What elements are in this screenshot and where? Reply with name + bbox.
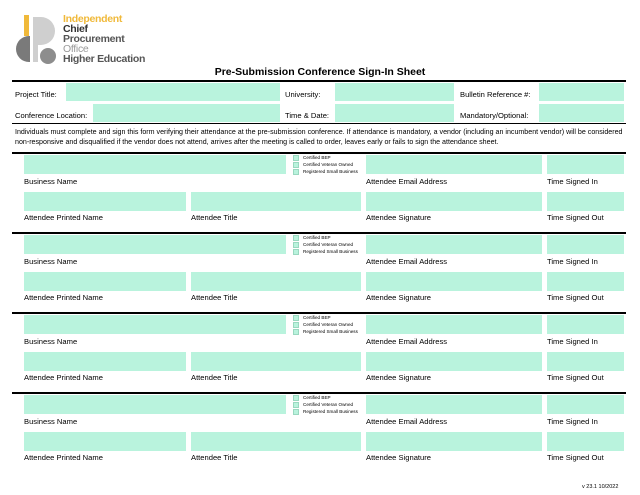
attendee-title-label: Attendee Title — [191, 373, 238, 382]
business-name-field[interactable] — [24, 155, 286, 174]
instructions-text: Individuals must complete and sign this form verifying their attendance at the pre-submission conference. If attendance is mandatory, a vendor (including an incumbent vendor) will be considered non-responsive and disqualified if the vendor does not attend, arrives after the meeting is called to order, leaves early or fails to sign the attendance sheet. — [15, 128, 623, 146]
entry-checkbox-row[interactable] — [293, 235, 331, 241]
entry-checkbox-row[interactable] — [293, 322, 353, 328]
mandatory-label: Mandatory/Optional: — [460, 111, 529, 120]
printed-name-label: Attendee Printed Name — [24, 453, 103, 462]
checkbox[interactable] — [293, 329, 299, 335]
checkbox-label: Certified BEP — [303, 395, 331, 400]
time-in-label: Time Signed In — [547, 337, 598, 346]
bulletin-label: Bulletin Reference #: — [460, 90, 531, 99]
business-name-label: Business Name — [24, 257, 78, 266]
university-label: University: — [285, 90, 321, 99]
signature-field[interactable] — [366, 352, 542, 371]
checkbox-label: Certified Veteran Owned — [303, 402, 354, 407]
entry-divider — [12, 392, 626, 394]
time-out-label: Time Signed Out — [547, 453, 604, 462]
checkbox[interactable] — [293, 242, 299, 248]
checkbox-label: Registered Small Business — [303, 329, 358, 334]
time-in-field[interactable] — [547, 155, 624, 174]
attendee-title-field[interactable] — [191, 432, 361, 451]
business-name-label: Business Name — [24, 177, 78, 186]
checkbox[interactable] — [293, 409, 299, 415]
attendee-title-label: Attendee Title — [191, 453, 238, 462]
email-field[interactable] — [366, 155, 542, 174]
checkbox[interactable] — [293, 235, 299, 241]
checkbox[interactable] — [293, 155, 299, 161]
attendee-title-field[interactable] — [191, 272, 361, 291]
logo-bar-orange — [24, 15, 29, 36]
entry-checkbox-row[interactable] — [293, 249, 358, 255]
checkbox-label: Certified BEP — [303, 315, 331, 320]
location-label: Conference Location: — [15, 111, 88, 120]
entry-checkbox-row[interactable] — [293, 169, 358, 175]
title-divider — [12, 80, 626, 82]
checkbox-label: Certified BEP — [303, 235, 331, 240]
time-in-label: Time Signed In — [547, 417, 598, 426]
email-label: Attendee Email Address — [366, 417, 448, 426]
time-in-field[interactable] — [547, 395, 624, 414]
entry-checkbox-row[interactable] — [293, 315, 331, 321]
email-field[interactable] — [366, 235, 542, 254]
time-in-field[interactable] — [547, 315, 624, 334]
time-in-field[interactable] — [547, 235, 624, 254]
checkbox[interactable] — [293, 249, 299, 255]
business-name-field[interactable] — [24, 235, 286, 254]
business-name-field[interactable] — [24, 315, 286, 334]
entry-divider — [12, 152, 626, 154]
email-field[interactable] — [366, 315, 542, 334]
business-name-field[interactable] — [24, 395, 286, 414]
entry-checkbox-row[interactable] — [293, 162, 353, 168]
project-title-field[interactable] — [66, 83, 280, 101]
time-out-field[interactable] — [547, 352, 624, 371]
logo-line-procurement: Procurement — [63, 33, 125, 45]
checkbox-label: Registered Small Business — [303, 249, 358, 254]
attendee-title-label: Attendee Title — [191, 293, 238, 302]
time-out-field[interactable] — [547, 272, 624, 291]
entry-checkbox-row[interactable] — [293, 155, 331, 161]
logo-line-independent: Independent — [63, 13, 123, 25]
time-date-label: Time & Date: — [285, 111, 330, 120]
entry-checkbox-row[interactable] — [293, 329, 358, 335]
printed-name-label: Attendee Printed Name — [24, 293, 103, 302]
checkbox[interactable] — [293, 162, 299, 168]
entry-checkbox-row[interactable] — [293, 242, 353, 248]
business-name-label: Business Name — [24, 417, 78, 426]
time-out-label: Time Signed Out — [547, 293, 604, 302]
time-out-label: Time Signed Out — [547, 373, 604, 382]
logo-line-office: Office — [63, 43, 89, 55]
printed-name-field[interactable] — [24, 352, 186, 371]
printed-name-label: Attendee Printed Name — [24, 373, 103, 382]
checkbox-label: Certified Veteran Owned — [303, 162, 354, 167]
time-out-label: Time Signed Out — [547, 213, 604, 222]
signature-label: Attendee Signature — [366, 293, 432, 302]
logo-line-higher-ed: Higher Education — [63, 53, 146, 65]
email-field[interactable] — [366, 395, 542, 414]
logo-line-chief: Chief — [63, 23, 88, 35]
signature-label: Attendee Signature — [366, 373, 432, 382]
entry-divider — [12, 312, 626, 314]
email-label: Attendee Email Address — [366, 337, 448, 346]
entry-checkbox-row[interactable] — [293, 395, 331, 401]
checkbox[interactable] — [293, 315, 299, 321]
entry-divider — [12, 232, 626, 234]
version-label: v 23.1 10/2022 — [582, 484, 619, 490]
checkbox[interactable] — [293, 395, 299, 401]
attendee-title-field[interactable] — [191, 352, 361, 371]
location-field[interactable] — [93, 104, 280, 122]
checkbox-label: Registered Small Business — [303, 169, 358, 174]
printed-name-field[interactable] — [24, 192, 186, 211]
project-title-label: Project Title: — [15, 90, 57, 99]
time-date-field[interactable] — [335, 104, 454, 122]
page-title: Pre-Submission Conference Sign-In Sheet — [214, 66, 426, 78]
signature-field[interactable] — [366, 272, 542, 291]
checkbox-label: Certified Veteran Owned — [303, 242, 354, 247]
checkbox[interactable] — [293, 402, 299, 408]
time-out-field[interactable] — [547, 432, 624, 451]
printed-name-field[interactable] — [24, 272, 186, 291]
checkbox-label: Certified Veteran Owned — [303, 322, 354, 327]
time-in-label: Time Signed In — [547, 177, 598, 186]
logo-shape-o — [40, 48, 56, 64]
checkbox[interactable] — [293, 322, 299, 328]
business-name-label: Business Name — [24, 337, 78, 346]
time-in-label: Time Signed In — [547, 257, 598, 266]
attendee-title-field[interactable] — [191, 192, 361, 211]
mandatory-field[interactable] — [539, 104, 624, 122]
printed-name-field[interactable] — [24, 432, 186, 451]
signature-label: Attendee Signature — [366, 213, 432, 222]
logo-shape-c — [16, 36, 30, 62]
printed-name-label: Attendee Printed Name — [24, 213, 103, 222]
email-label: Attendee Email Address — [366, 177, 448, 186]
logo-shape-p-stem — [33, 17, 38, 62]
entry-checkbox-row[interactable] — [293, 402, 353, 408]
email-label: Attendee Email Address — [366, 257, 448, 266]
checkbox-label: Registered Small Business — [303, 409, 358, 414]
header-divider — [12, 123, 626, 124]
attendee-title-label: Attendee Title — [191, 213, 238, 222]
university-field[interactable] — [335, 83, 454, 101]
signature-label: Attendee Signature — [366, 453, 432, 462]
entry-checkbox-row[interactable] — [293, 409, 358, 415]
time-out-field[interactable] — [547, 192, 624, 211]
bulletin-field[interactable] — [539, 83, 624, 101]
signature-field[interactable] — [366, 432, 542, 451]
checkbox-label: Certified BEP — [303, 155, 331, 160]
checkbox[interactable] — [293, 169, 299, 175]
signature-field[interactable] — [366, 192, 542, 211]
